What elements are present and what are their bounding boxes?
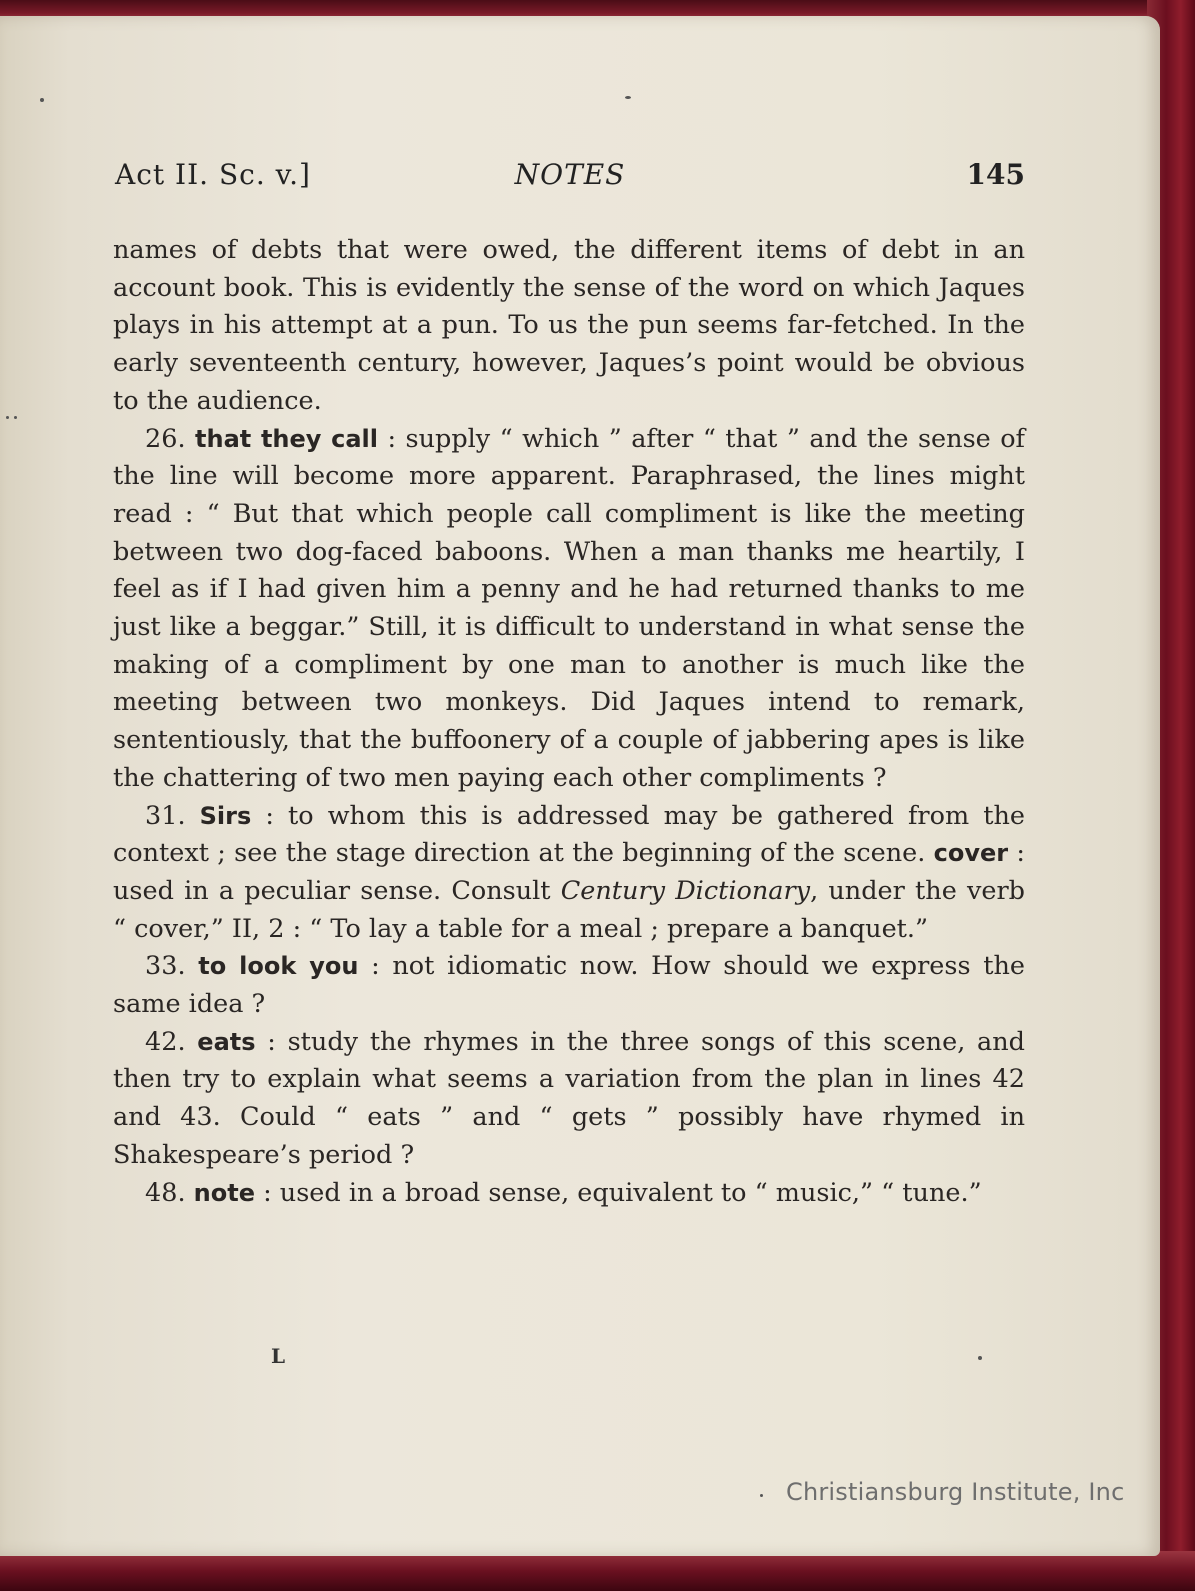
note-text: 33. xyxy=(145,951,199,982)
running-head-act-scene: Act II. Sc. v.] xyxy=(115,158,311,191)
note-lemma: note xyxy=(193,1178,255,1207)
note-text: 26. xyxy=(145,423,196,454)
italic-title: Century Dictionary xyxy=(560,875,811,906)
note-text: : supply “ which ” after “ that ” and the sense of the line will become more apparent. Paraphrased, the lines might read : “ But that which people call compliment is like the meeting between two dog-faced baboons. When a man thanks me heartily, I feel as if I had given him a penny and he had returned thanks to me just like a beggar.” Still, it is difficult to understand in what sense the making of a compliment by one man to another is much like the meeting between two monkeys. Did Jaques intend to remark, sententiously, that the buffoonery of a couple of jabbering apes is like the chattering of two men paying each other compliments ? xyxy=(113,423,1025,793)
note-text: : not idiomatic now. How should we express the same idea ? xyxy=(113,951,1025,1020)
note-lemma: to look you xyxy=(198,952,359,981)
note-text: : to whom this is addressed may be gathered from the context ; see the stage direction at the beginning of the scene. xyxy=(113,800,1025,869)
section-title: NOTES xyxy=(514,158,626,191)
note-lemma: Sirs xyxy=(199,801,252,830)
note-text: names of debts that were owed, the different items of debt in an account book. This is evidently the sense of the word on which Jaques plays in his attempt at a pun. To us the pun seems far-fetched. In the early seventeenth century, however, Jaques’s point would be obvious to the audience. xyxy=(113,235,1025,416)
note-paragraph xyxy=(113,1024,1025,1175)
note-paragraph xyxy=(113,948,1025,1023)
printer-signature-mark: L xyxy=(271,1344,286,1368)
running-header xyxy=(115,158,1025,198)
note-text: 31. xyxy=(145,800,200,831)
watermark-credit: Christiansburg Institute, Inc xyxy=(786,1478,1125,1506)
note-paragraph xyxy=(113,1175,1025,1213)
book-cover-bottom-edge xyxy=(0,1551,1195,1591)
note-text: 42. xyxy=(145,1026,198,1057)
note-lemma: that they call xyxy=(195,424,378,453)
note-paragraph xyxy=(113,798,1025,949)
note-paragraph xyxy=(113,421,1025,798)
note-text: : study the rhymes in the three songs of this scene, and then try to explain what seems a variation from the plan in lines 42 and 43. Could “ eats ” and “ gets ” possibly have rhymed in Shakespeare’s period ? xyxy=(113,1026,1025,1170)
notes-body xyxy=(113,232,1025,1212)
note-lemma: eats xyxy=(197,1027,256,1056)
note-text: , under the verb “ cover,” II, 2 : “ To lay a table for a meal ; prepare a banquet.” xyxy=(113,875,1025,944)
note-text: 48. xyxy=(145,1177,194,1208)
note-paragraph-continued xyxy=(113,232,1025,421)
page-number: 145 xyxy=(966,158,1025,191)
note-lemma: cover xyxy=(933,839,1009,868)
note-text: : used in a broad sense, equivalent to “ music,” “ tune.” xyxy=(255,1177,982,1208)
note-text: : used in a peculiar sense. Consult xyxy=(113,838,1025,906)
